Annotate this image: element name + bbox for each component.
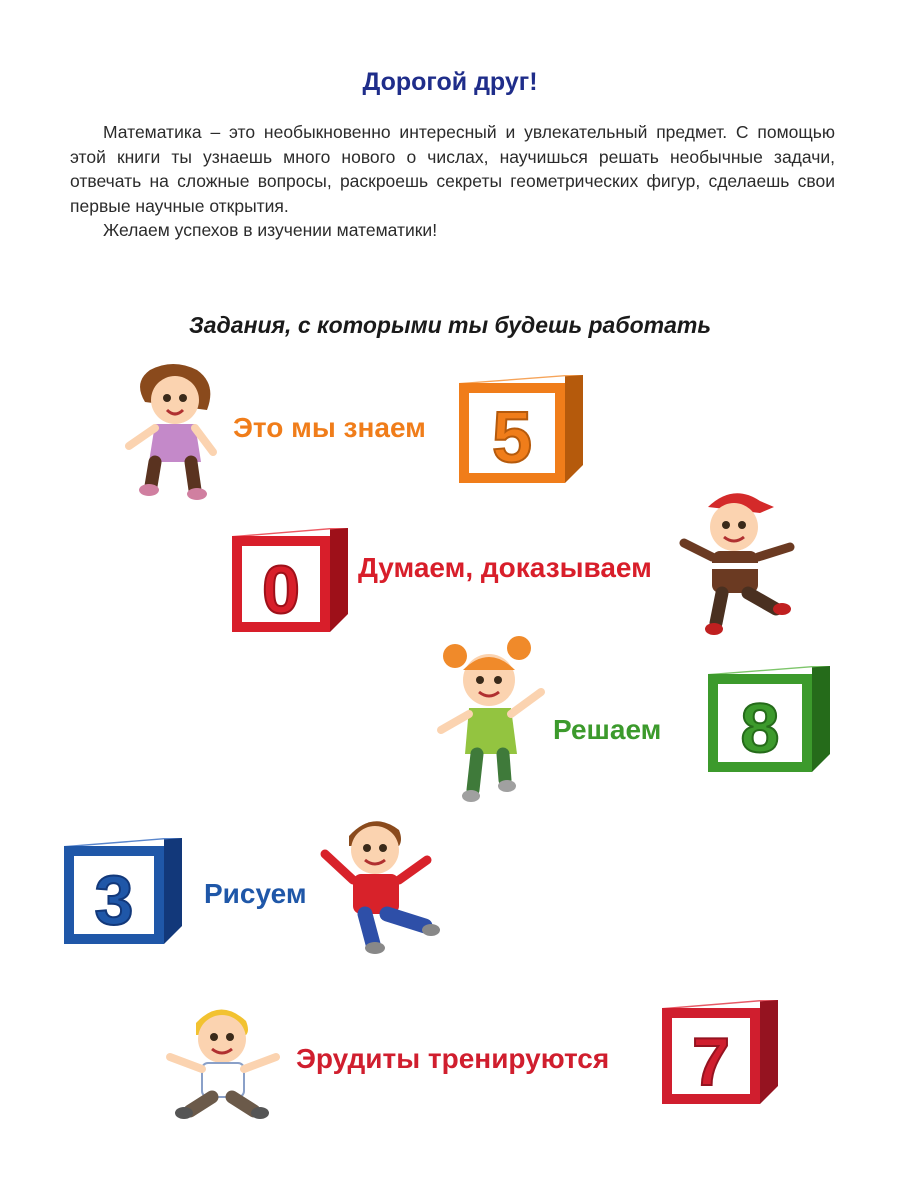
intro-paragraph-2: Желаем успехов в изучении математики! [103, 220, 438, 240]
boy-blond-illustration [160, 995, 285, 1125]
task-label-erudites: Эрудиты тренируются [296, 1043, 610, 1074]
task-label-draw: Рисуем [204, 878, 307, 909]
digit-5: 5 [491, 398, 533, 478]
digit-3: 3 [94, 861, 134, 939]
girl-pigtails-illustration [433, 630, 551, 806]
cube-0-icon [228, 528, 350, 634]
intro-paragraph-1: Математика – это необыкновенно интересный и увлекательный предмет. С помощью этой книги ты узнаешь много нового о числах, научишься решать необычные задачи, отвечать на сложные вопросы, раскроешь секреты геометрических фигур, сделаешь свои первые научные открытия. [70, 122, 835, 216]
boy-cap-illustration [678, 485, 798, 640]
cube-3-icon [60, 838, 184, 946]
digit-8: 8 [740, 689, 780, 767]
girl-jumping-illustration [125, 362, 225, 500]
task-label-solve: Решаем [553, 714, 662, 745]
digit-0: 0 [262, 552, 300, 628]
task-label-know: Это мы знаем [233, 412, 426, 443]
cube-5-icon [455, 375, 585, 485]
cube-8-icon [704, 666, 834, 774]
intro-text [70, 120, 835, 243]
digit-7: 7 [692, 1024, 730, 1100]
page-title: Дорогой друг! [362, 68, 538, 96]
boy-red-shirt-illustration [315, 806, 441, 956]
cube-7-icon [658, 1000, 780, 1106]
tasks-heading: Задания, с которыми ты будешь работать [188, 312, 711, 338]
task-label-think: Думаем, доказываем [358, 552, 652, 583]
